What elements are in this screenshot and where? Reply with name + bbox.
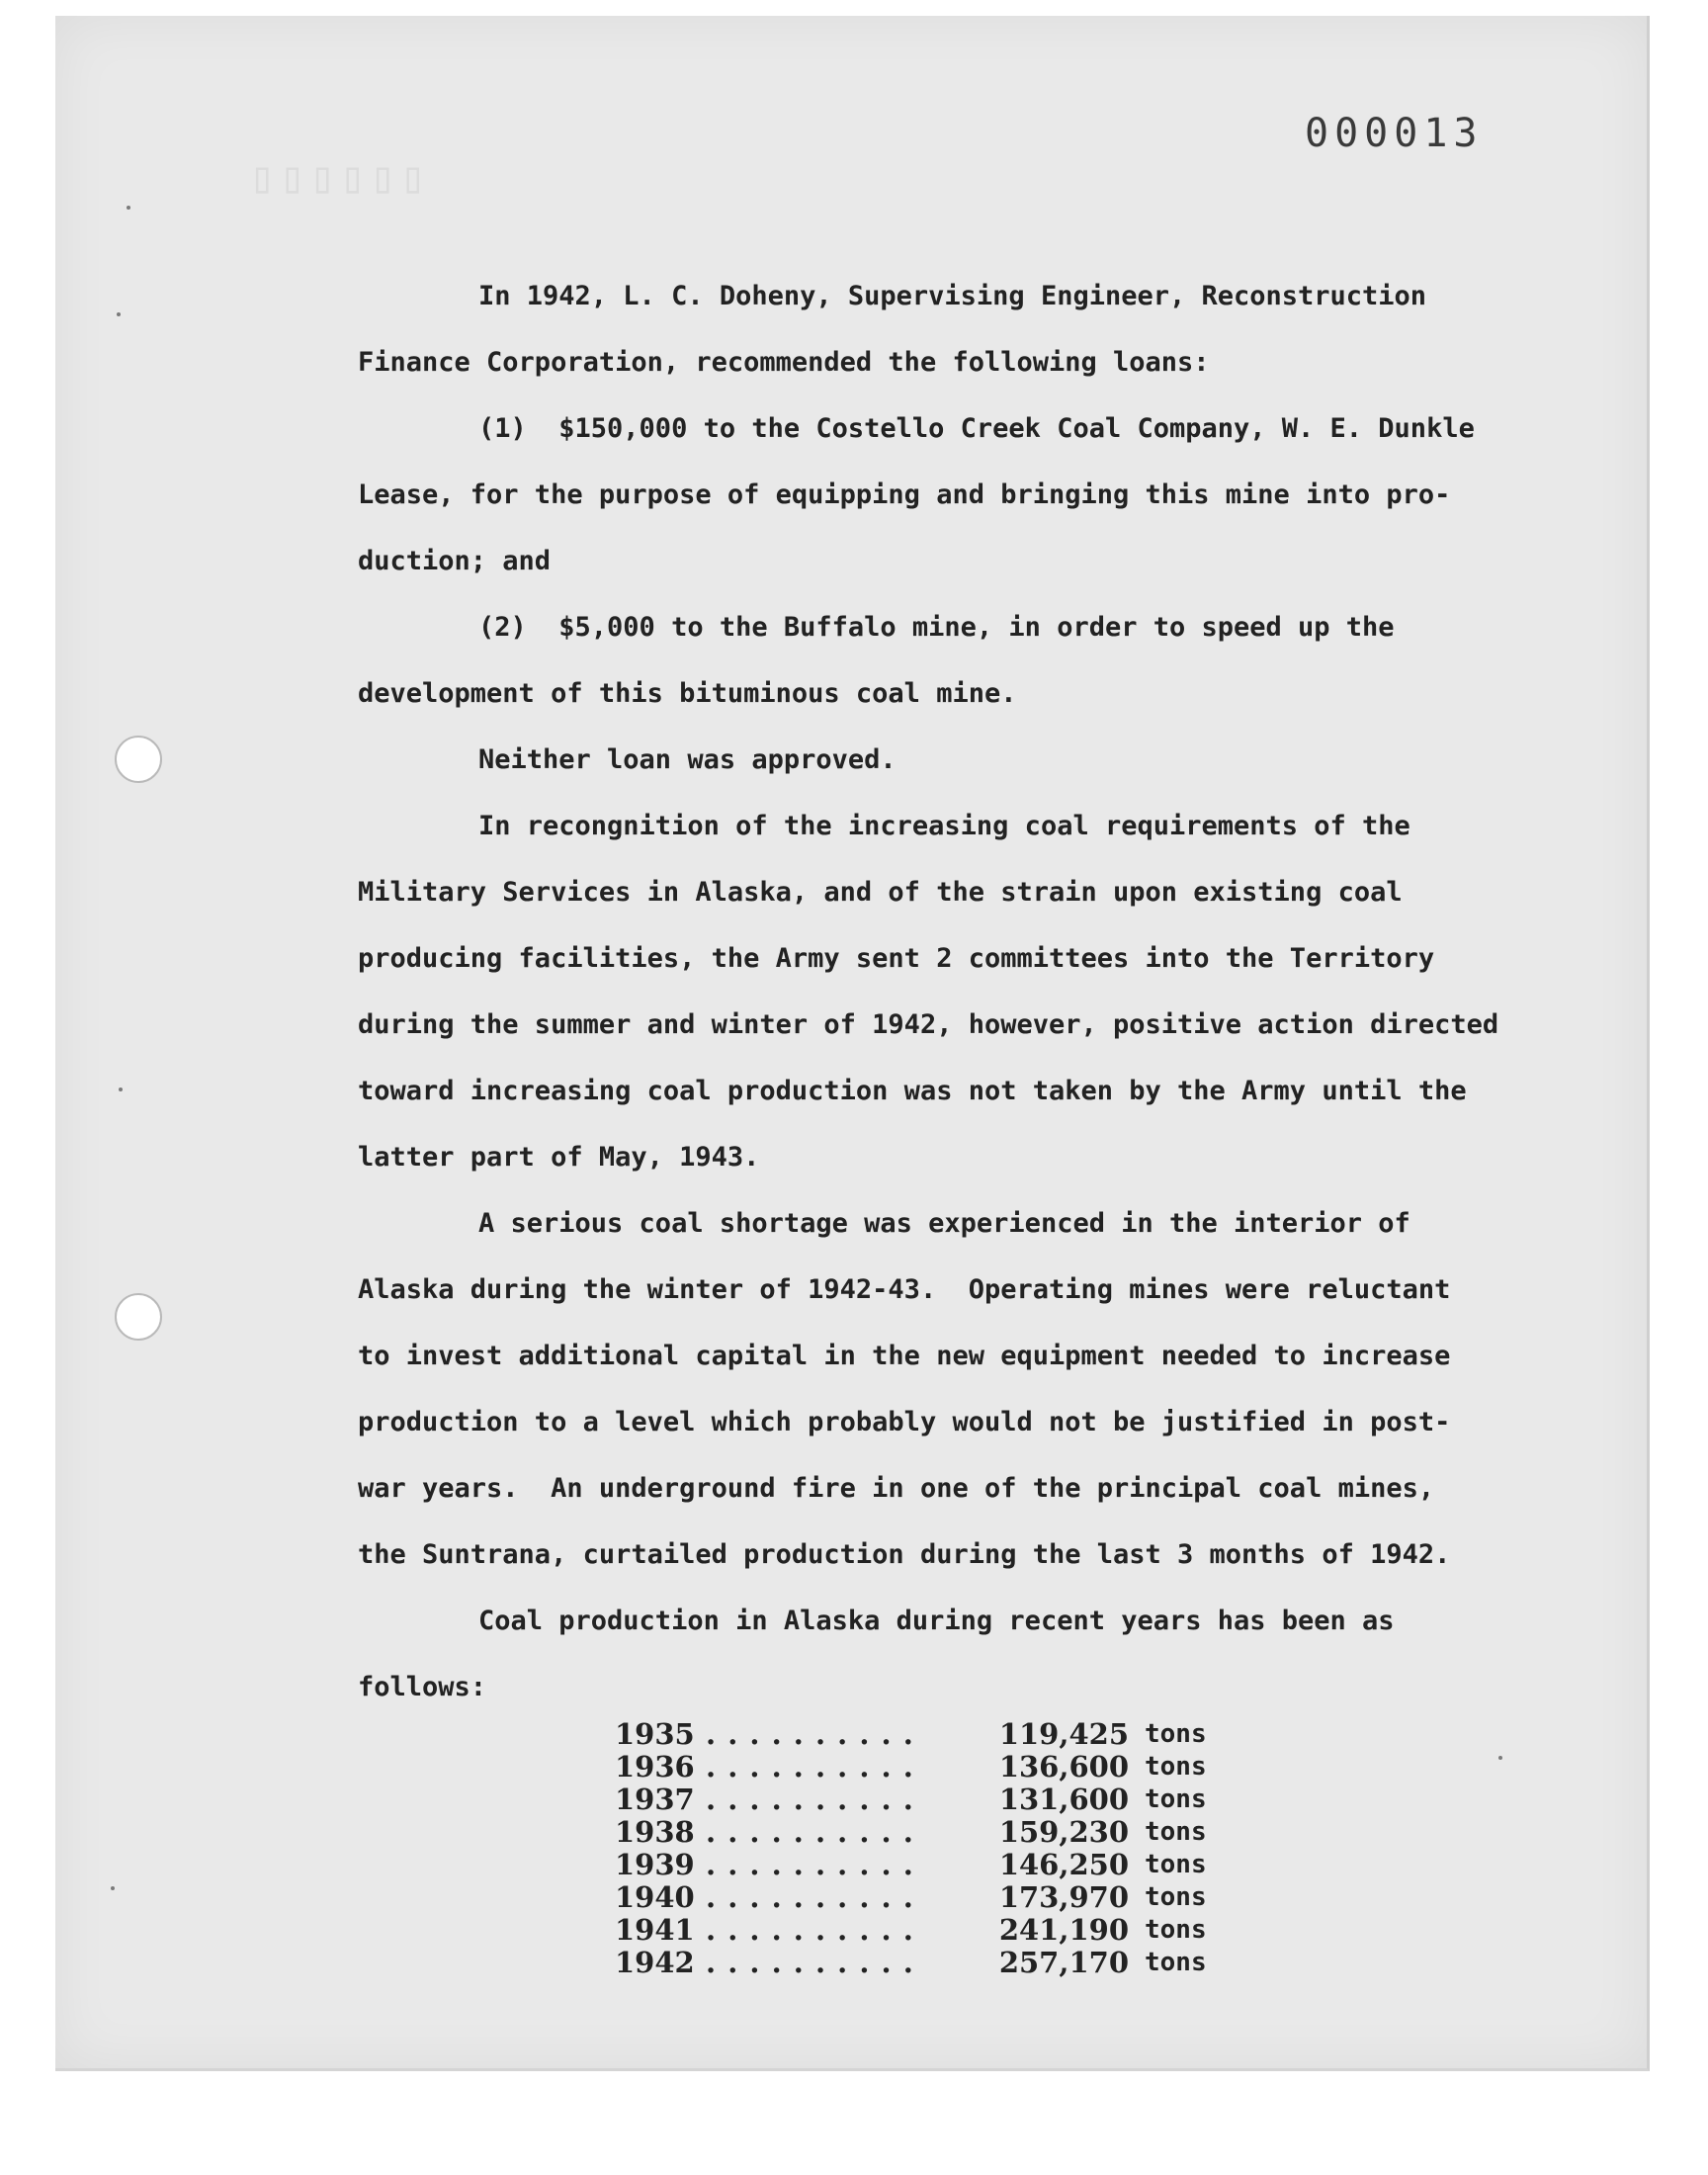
production-row <box>615 1947 1207 1979</box>
text-line: latter part of May, 1943. <box>358 1142 760 1173</box>
production-row <box>615 1816 1207 1849</box>
text-line: Finance Corporation, recommended the following loans: <box>358 347 1210 378</box>
text-line: (2) $5,000 to the Buffalo mine, in order to speed up the <box>478 612 1395 643</box>
speck <box>117 312 121 316</box>
speck <box>111 1886 115 1890</box>
production-amount: 257,170 <box>998 1946 1129 1979</box>
text-line: duction; and <box>358 546 552 576</box>
production-unit: tons <box>1145 1850 1207 1879</box>
production-amount: 159,230 <box>998 1815 1129 1849</box>
production-unit: tons <box>1145 1948 1207 1977</box>
production-row <box>615 1914 1207 1947</box>
text-line: In recongnition of the increasing coal requirements of the <box>478 811 1410 841</box>
speck <box>119 1088 123 1091</box>
text-line: toward increasing coal production was not taken by the Army until the <box>358 1076 1467 1106</box>
text-line: Neither loan was approved. <box>478 744 897 775</box>
text-line: war years. An underground fire in one of the principal coal mines, <box>358 1473 1435 1504</box>
dot-leader: . . . . . . . . . . <box>706 1717 914 1751</box>
production-amount: 136,600 <box>998 1750 1129 1784</box>
dot-leader: . . . . . . . . . . <box>706 1783 914 1816</box>
text-line: Coal production in Alaska during recent years has been as <box>478 1606 1395 1636</box>
production-row <box>615 1881 1207 1914</box>
production-table <box>615 1718 1207 1979</box>
text-line: the Suntrana, curtailed production during the last 3 months of 1942. <box>358 1539 1451 1570</box>
text-line: follows: <box>358 1672 487 1702</box>
production-row <box>615 1751 1207 1784</box>
text-line: (1) $150,000 to the Costello Creek Coal Company, W. E. Dunkle <box>478 413 1475 444</box>
production-year: 1939 <box>615 1848 695 1881</box>
text-line: A serious coal shortage was experienced in the interior of <box>478 1208 1410 1239</box>
production-amount: 119,425 <box>998 1717 1129 1751</box>
dot-leader: . . . . . . . . . . <box>706 1880 914 1914</box>
production-row <box>615 1849 1207 1881</box>
production-amount: 146,250 <box>998 1848 1129 1881</box>
production-unit: tons <box>1145 1915 1207 1945</box>
dot-leader: . . . . . . . . . . <box>706 1913 914 1947</box>
dot-leader: . . . . . . . . . . <box>706 1946 914 1979</box>
production-year: 1941 <box>615 1913 695 1947</box>
production-year: 1938 <box>615 1815 695 1849</box>
production-year: 1935 <box>615 1717 695 1751</box>
production-row <box>615 1784 1207 1816</box>
production-unit: tons <box>1145 1882 1207 1912</box>
document-number: 000013 <box>1305 111 1484 156</box>
production-amount: 241,190 <box>998 1913 1129 1947</box>
body-text <box>358 263 1544 1720</box>
production-unit: tons <box>1145 1784 1207 1814</box>
production-unit: tons <box>1145 1719 1207 1749</box>
punch-hole-lower <box>115 1293 162 1341</box>
production-amount: 131,600 <box>998 1783 1129 1816</box>
production-year: 1940 <box>615 1880 695 1914</box>
text-line: Alaska during the winter of 1942-43. Operating mines were reluctant <box>358 1274 1451 1305</box>
text-line: development of this bituminous coal mine. <box>358 678 1017 709</box>
production-year: 1937 <box>615 1783 695 1816</box>
production-unit: tons <box>1145 1817 1207 1847</box>
text-line: production to a level which probably would not be justified in post- <box>358 1407 1451 1437</box>
text-line: during the summer and winter of 1942, however, positive action directed <box>358 1009 1499 1040</box>
production-unit: tons <box>1145 1752 1207 1782</box>
punch-hole-upper <box>115 736 162 783</box>
production-row <box>615 1718 1207 1751</box>
text-line: producing facilities, the Army sent 2 committees into the Territory <box>358 943 1435 974</box>
speck <box>127 206 130 210</box>
text-line: Lease, for the purpose of equipping and bringing this mine into pro- <box>358 479 1451 510</box>
speck <box>1498 1756 1502 1760</box>
dot-leader: . . . . . . . . . . <box>706 1815 914 1849</box>
dot-leader: . . . . . . . . . . <box>706 1848 914 1881</box>
faded-stamp: ▯▯▯▯▯▯ <box>249 152 430 203</box>
production-year: 1942 <box>615 1946 695 1979</box>
production-year: 1936 <box>615 1750 695 1784</box>
production-amount: 173,970 <box>998 1880 1129 1914</box>
text-line: to invest additional capital in the new equipment needed to increase <box>358 1341 1451 1371</box>
text-line: Military Services in Alaska, and of the strain upon existing coal <box>358 877 1403 908</box>
dot-leader: . . . . . . . . . . <box>706 1750 914 1784</box>
text-line: In 1942, L. C. Doheny, Supervising Engineer, Reconstruction <box>478 281 1427 311</box>
